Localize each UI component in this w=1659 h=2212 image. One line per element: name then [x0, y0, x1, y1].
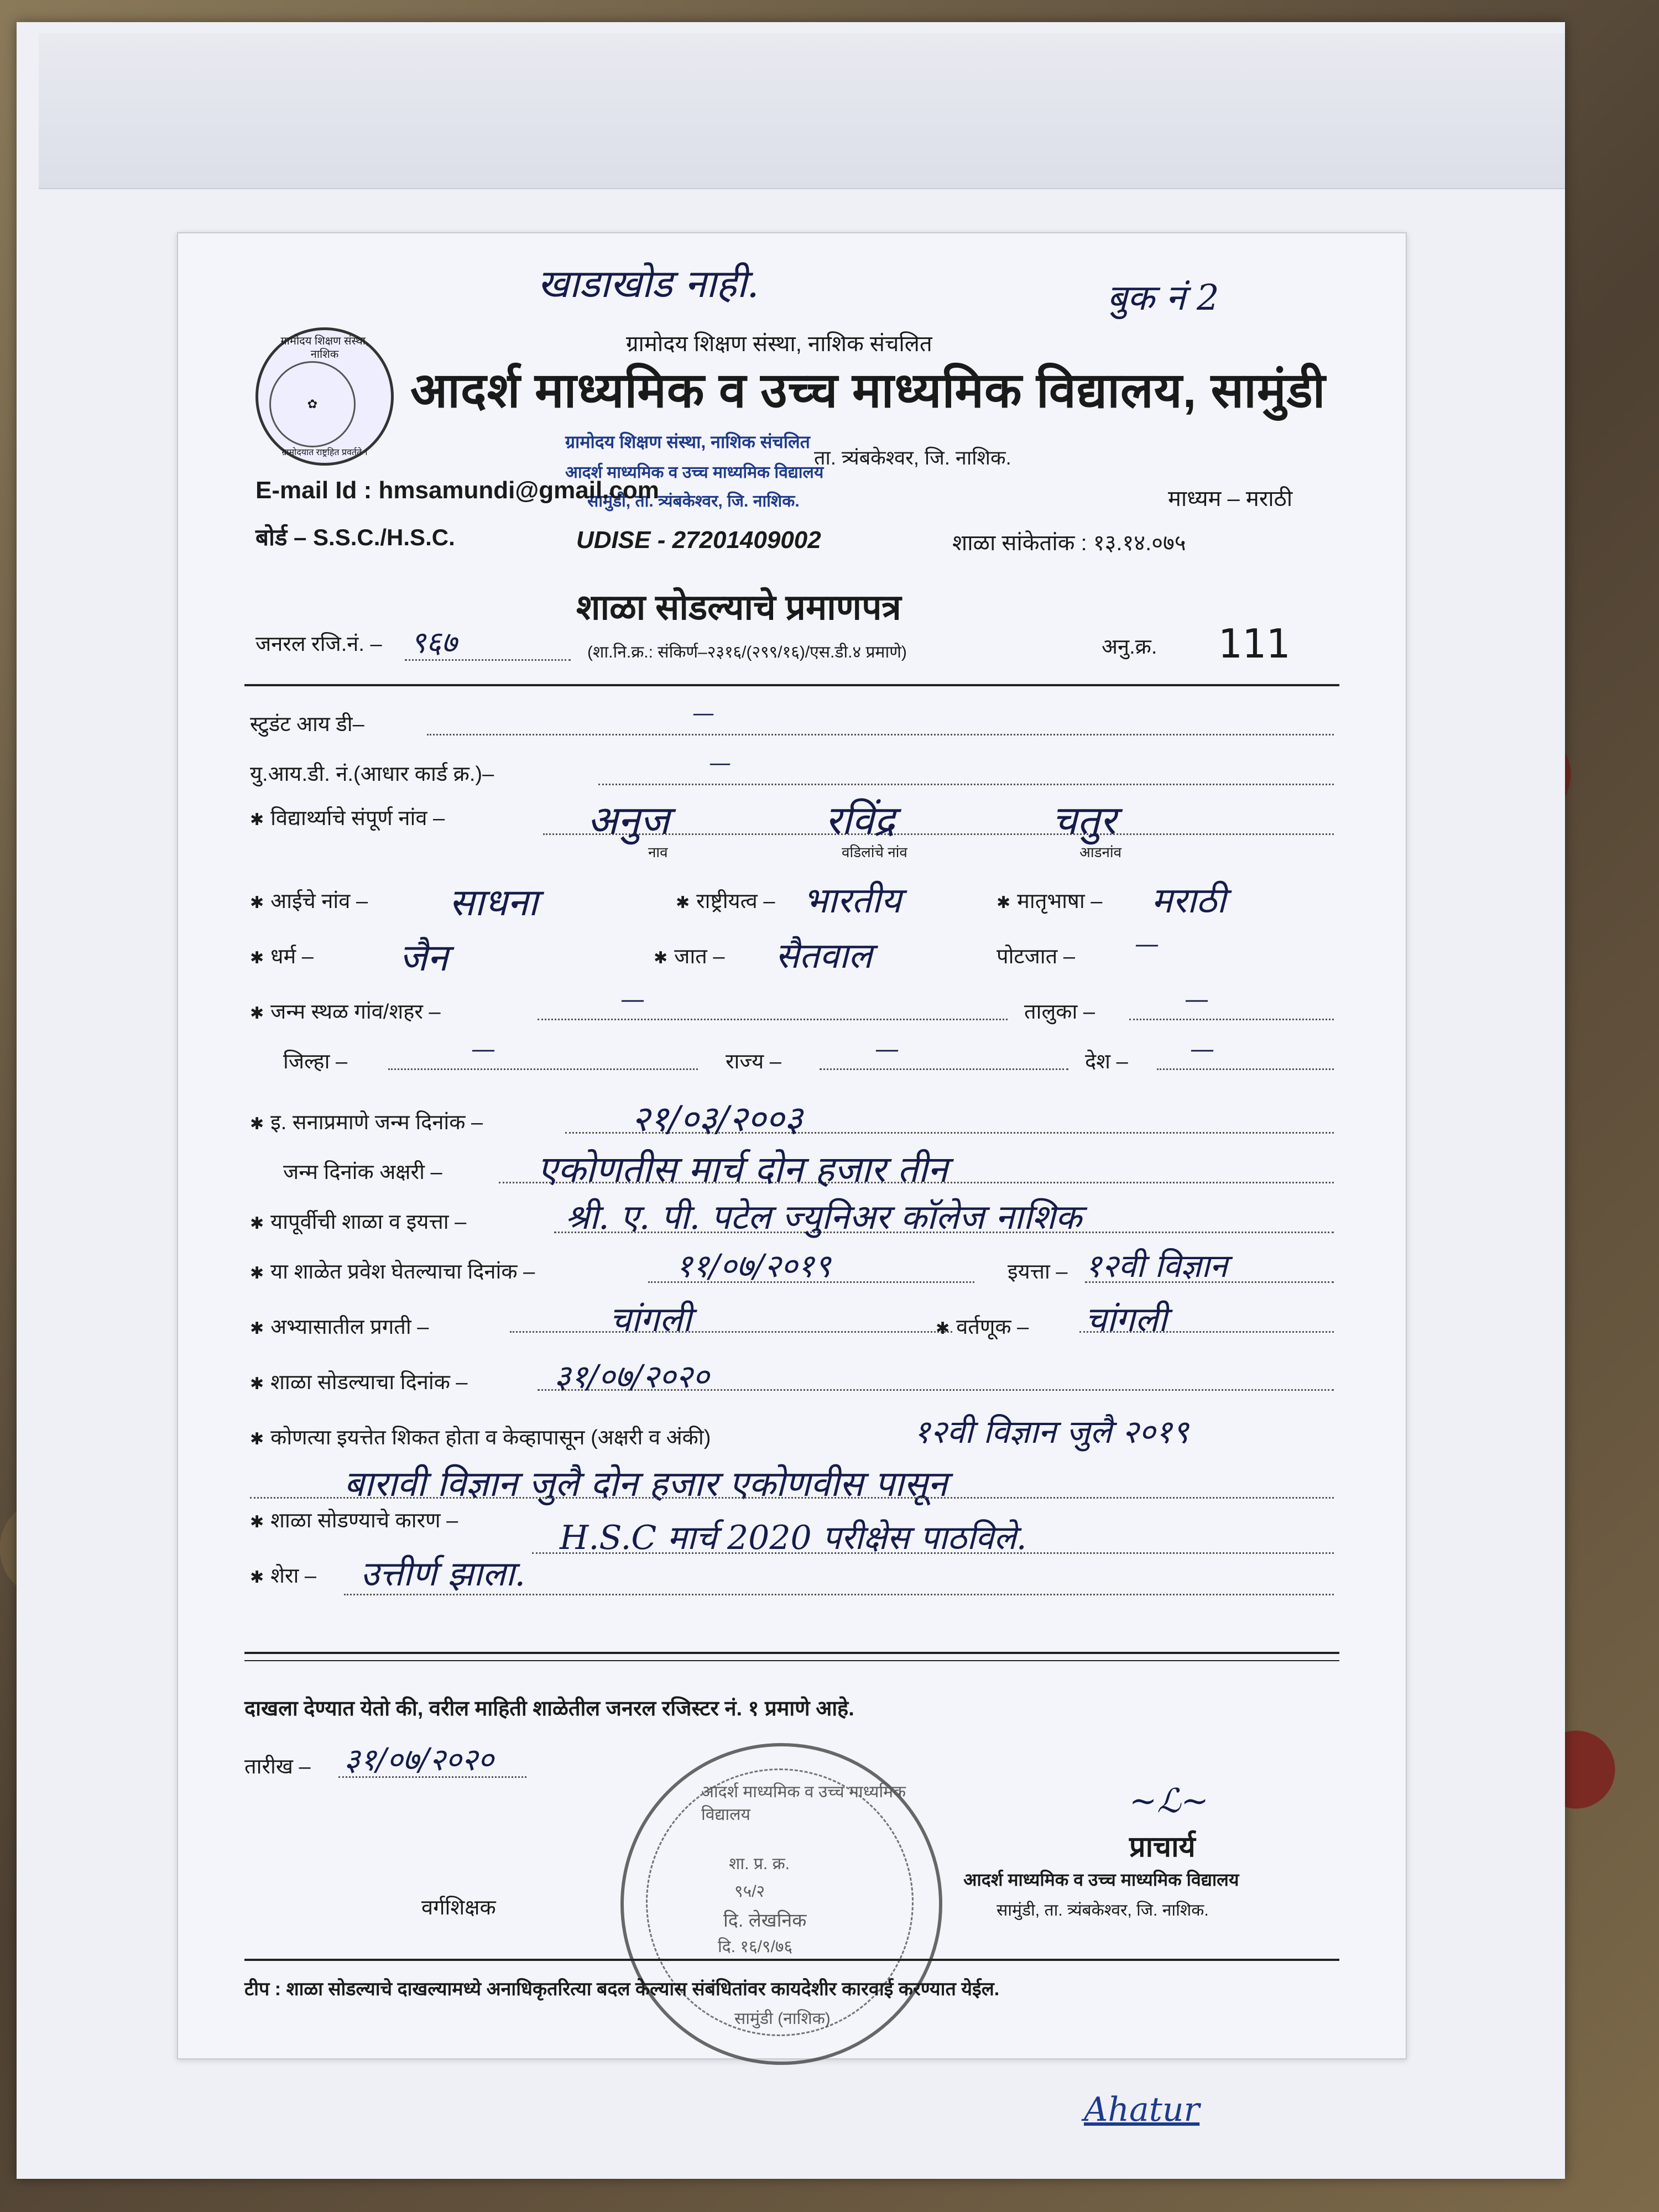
stamp-line-2: आदर्श माध्यमिक व उच्च माध्यमिक विद्यालय [565, 463, 824, 482]
seal-text-3: ९५/२ [734, 1882, 765, 1901]
remark-value: उत्तीर्ण झाला. [361, 1553, 526, 1594]
caption-first-name: नाव [648, 844, 668, 860]
reason-value: H.S.C मार्च 2020 परीक्षेस पाठविले. [560, 1519, 1027, 1557]
religion-value: जैन [399, 936, 448, 980]
dob-label: इ. सनाप्रमाणे जन्म दिनांक – [270, 1111, 483, 1134]
medium: माध्यम – मराठी [1168, 487, 1293, 511]
stamp-line-3: सामुंडी, ता. त्र्यंबकेश्वर, जि. नाशिक. [587, 492, 800, 510]
taluka-value: — [1185, 985, 1209, 1014]
mothertongue-label: मातृभाषा – [1017, 890, 1103, 913]
school-logo [255, 327, 394, 466]
mother-value: साधना [449, 881, 538, 925]
dob-words-value: एकोणतीस मार्च दोन हजार तीन [538, 1148, 948, 1191]
prev-school-value: श्री. ए. पी. पटेल ज्युनिअर कॉलेज नाशिक [565, 1197, 1082, 1237]
subtitle: (शा.नि.क्र.: संकिर्ण–२३१६/(२९९/१६)/एस.डी.४ प्रमाणे) [587, 643, 907, 661]
admission-value: ११/०७/२०१९ [676, 1247, 831, 1285]
class-since-label: कोणत्या इयत्तेत शिकत होता व केव्हापासून (अक्षरी व अंकी) [270, 1426, 711, 1449]
seal-text-2: शा. प्र. क्र. [729, 1855, 790, 1873]
state-label: राज्य – [726, 1050, 781, 1073]
uid-value: — [709, 750, 731, 776]
caption-surname: आडनांव [1079, 844, 1122, 860]
seal-text-5: सामुंडी (नाशिक) [734, 2010, 831, 2028]
admission-label: या शाळेत प्रवेश घेतल्याचा दिनांक – [270, 1260, 535, 1284]
top-note: खाडाखोड नाही. [538, 261, 759, 306]
name-label: विद्यार्थ्याचे संपूर्ण नांव – [270, 807, 445, 830]
nationality-value: भारतीय [803, 880, 901, 921]
certificate-title: शाळा सोडल्याचे प्रमाणपत्र [576, 587, 901, 627]
country-label: देश – [1085, 1050, 1128, 1073]
school-code: शाळा सांकेतांक : १३.१४.०७५ [952, 531, 1186, 555]
seal-text-4: दि. १६/९/७६ [718, 1938, 793, 1956]
birthplace-label: जन्म स्थळ गांव/शहर – [270, 1000, 441, 1024]
serial-value: 111 [1218, 620, 1290, 667]
school-address: ता. त्र्यंबकेश्वर, जि. नाशिक. [814, 446, 1011, 469]
country-value: — [1190, 1035, 1214, 1063]
stamp-line-1: ग्रामोदय शिक्षण संस्था, नाशिक संचलित [565, 432, 810, 452]
lotus-icon: ✿ [269, 361, 356, 447]
progress-value: चांगली [609, 1299, 692, 1339]
school-name: आदर्श माध्यमिक व उच्च माध्यमिक विद्यालय, सामुंडी [410, 363, 1326, 418]
principal-title: प्राचार्य [1129, 1831, 1196, 1863]
mothertongue-value: मराठी [1151, 880, 1226, 921]
declaration: दाखला देण्यात येतो की, वरील माहिती शाळेतील जनरल रजिस्टर नं. १ प्रमाणे आहे. [244, 1697, 854, 1720]
school-round-seal [620, 1743, 942, 2065]
leaving-certificate: खाडाखोड नाही. बुक नं 2 ग्रामोदय शिक्षण संस्था, नाशिक संचलित ग्रामोदय शिक्षण संस्था, नाशिक ✿ ग्रामोदयात राष्ट्रहित प्रवर्तते । आदर्श माध्यमिक व उच्च माध्यमिक विद्यालय, सामुंडी ग्रामोदय शिक्षण संस्था, नाशिक संचलित ता. त्र्यंबकेश्वर, जि. नाशिक. आदर्श माध्यमिक व उच्च माध्यमिक विद्यालय सामुंडी, ता. त्र्यंबकेश्वर, जि. नाशिक. E-mail Id : hmsamundi@gmail.com माध्यम – मराठी बोर्ड – S.S.C./H.S.C. UDISE - 27201409002 शाळा सांकेतांक : १३.१४.०७५ शाळा सोडल्याचे प्रमाणपत्र जनरल रजि.नं. – ९६७ (शा.नि.क्र.: संकिर्ण–२३१६/(२९९/१६)/एस.डी.४ प्रमाणे) अनु.क्र. 111 स्टुडंट आय डी– — यु.आय.डी. नं.(आधार कार्ड क्र.)– — ✱ विद्यार्थ्याचे संपूर्ण नांव – अनुज रविंद्र चतुर नाव वडिलांचे नांव आडनांव ✱ आईचे नांव – साधना ✱ राष्ट्रीयत्व – भारतीय ✱ मातृभाषा – मराठी ✱ धर्म – जैन ✱ जात – सैतवाल पोटजात – — ✱ जन्म स्थळ गांव/शहर – — तालुका – — जिल्हा – — राज्य – — देश – — ✱ इ. सनाप्रमाणे जन्म दिनांक – २१/०३/२००३ जन्म दिनांक अक्षरी – एकोणतीस मार्च दोन हजार तीन ✱ यापूर्वीची शाळा व इयत्ता – श्री. ए. पी. पटेल ज्युनिअर कॉलेज नाशिक ✱ या शाळेत प्रवेश घेतल्याचा दिनांक – ११/०७/२०१९ इयत्ता – १२वी विज्ञान ✱ अभ्यासातील प्रगती – चांगली ✱ वर्तणूक – चांगली ✱ शाळा सोडल्याचा दिनांक – ३१/०७/२०२० ✱ कोणत्या इयत्तेत शिकत होता व केव्हापासून (अक्षरी व अंकी) १२वी विज्ञान जुलै २०१९ बारावी विज्ञान जुलै दोन हजार एकोणवीस पासून ✱ शाळा सोडण्याचे कारण – H.S.C मार्च 2020 परीक्षेस पाठविले. ✱ शेरा – उत्तीर्ण झाला. दाखला देण्यात येतो की, वरील माहिती शाळेतील जनरल रजिस्टर नं. १ प्रमाणे आहे. तारीख – ३१/०७/२०२० वर्गशिक्षक ~ℒ~ प्राचार्य आदर्श माध्यमिक व उच्च माध्यमिक विद्यालय सामुंडी, ता. त्र्यंबकेश्वर, जि. नाशिक. आदर्श माध्यमिक व उच्च माध्यमिक विद्यालय शा. प्र. क्र. ९५/२ दि. लेखनिक दि. १६/९/७६ सामुंडी (नाशिक) टीप : शाळा सोडल्याचे दाखल्यामध्ये अनाधिकृतरित्या बदल केल्यास संबंधितांवर कायदेशीर कारवाई करण्यात येईल. [177, 232, 1407, 2059]
date-label: तारीख – [244, 1755, 311, 1778]
bottom-signature: Ahatur [1084, 2090, 1200, 2129]
book-number: बुक नं 2 [1107, 278, 1219, 319]
caste-label: जात – [674, 945, 725, 968]
caste-value: सैतवाल [775, 936, 873, 977]
leaving-date-label: शाळा सोडल्याचा दिनांक – [270, 1371, 468, 1394]
logo-outer-text: ग्रामोदय शिक्षण संस्था, नाशिक [280, 335, 369, 361]
uid-label: यु.आय.डी. नं.(आधार कार्ड क्र.)– [250, 763, 494, 786]
seal-mid: दि. लेखनिक [723, 1910, 807, 1931]
state-value: — [875, 1035, 899, 1063]
taluka-label: तालुका – [1024, 1000, 1095, 1024]
org-line: ग्रामोदय शिक्षण संस्था, नाशिक संचलित [626, 332, 932, 356]
surname: चतुर [1052, 797, 1117, 843]
caption-father-name: वडिलांचे नांव [842, 844, 907, 860]
dob-value: २१/०३/२००३ [632, 1099, 803, 1140]
board: बोर्ड – S.S.C./H.S.C. [255, 524, 455, 550]
class-teacher: वर्गशिक्षक [421, 1896, 496, 1919]
photocopy-strip [39, 33, 1565, 189]
religion-label: धर्म – [270, 945, 314, 968]
leaving-date-value: ३१/०७/२०२० [554, 1358, 709, 1395]
reason-label: शाळा सोडण्याचे कारण – [270, 1509, 458, 1532]
logo-inner-text: ग्रामोदयात राष्ट्रहित प्रवर्तते । [281, 448, 368, 458]
footnote: टीप : शाळा सोडल्याचे दाखल्यामध्ये अनाधिकृतरित्या बदल केल्यास संबंधितांवर कायदेशीर कारवाई करण्यात येईल. [244, 1979, 1000, 2000]
district-value: — [471, 1035, 495, 1063]
progress-label: अभ्यासातील प्रगती – [270, 1316, 429, 1339]
principal-address: सामुंडी, ता. त्र्यंबकेश्वर, जि. नाशिक. [997, 1901, 1209, 1919]
district-label: जिल्हा – [283, 1050, 348, 1073]
class-since-value-1: १२वी विज्ञान जुलै २०१९ [914, 1413, 1189, 1451]
dob-words-label: जन्म दिनांक अक्षरी – [283, 1161, 442, 1184]
udise-code: UDISE - 27201409002 [576, 526, 821, 554]
register-value: ९६७ [410, 625, 457, 660]
date-value: ३१/०७/२०२० [344, 1742, 494, 1778]
student-id-label: स्टुडंट आय डी– [250, 713, 364, 736]
conduct-value: चांगली [1085, 1299, 1167, 1339]
prev-school-label: यापूर्वीची शाळा व इयत्ता – [270, 1211, 467, 1234]
birthplace-value: — [620, 985, 645, 1014]
father-name: रविंद्र [825, 797, 895, 843]
seal-text-1: आदर्श माध्यमिक व उच्च माध्यमिक विद्यालय [701, 1783, 906, 1824]
subcaste-value: — [1135, 930, 1159, 958]
remark-label: शेरा – [270, 1564, 317, 1588]
principal-school: आदर्श माध्यमिक व उच्च माध्यमिक विद्यालय [963, 1870, 1239, 1890]
email: E-mail Id : hmsamundi@gmail.com [255, 477, 659, 504]
subcaste-label: पोटजात – [997, 945, 1075, 968]
class-since-value-2: बारावी विज्ञान जुलै दोन हजार एकोणवीस पासून [344, 1464, 948, 1505]
student-id-value: — [692, 701, 714, 726]
nationality-label: राष्ट्रीयत्व – [696, 890, 775, 913]
mother-label: आईचे नांव – [270, 890, 368, 913]
register-label: जनरल रजि.नं. – [255, 633, 382, 656]
std-value: १२वी विज्ञान [1085, 1247, 1228, 1285]
principal-signature: ~ℒ~ [1129, 1782, 1209, 1820]
first-name: अनुज [587, 797, 670, 843]
serial-label: अनु.क्र. [1102, 635, 1157, 659]
conduct-label: वर्तणूक – [956, 1316, 1029, 1339]
std-label: इयत्ता – [1008, 1260, 1068, 1284]
